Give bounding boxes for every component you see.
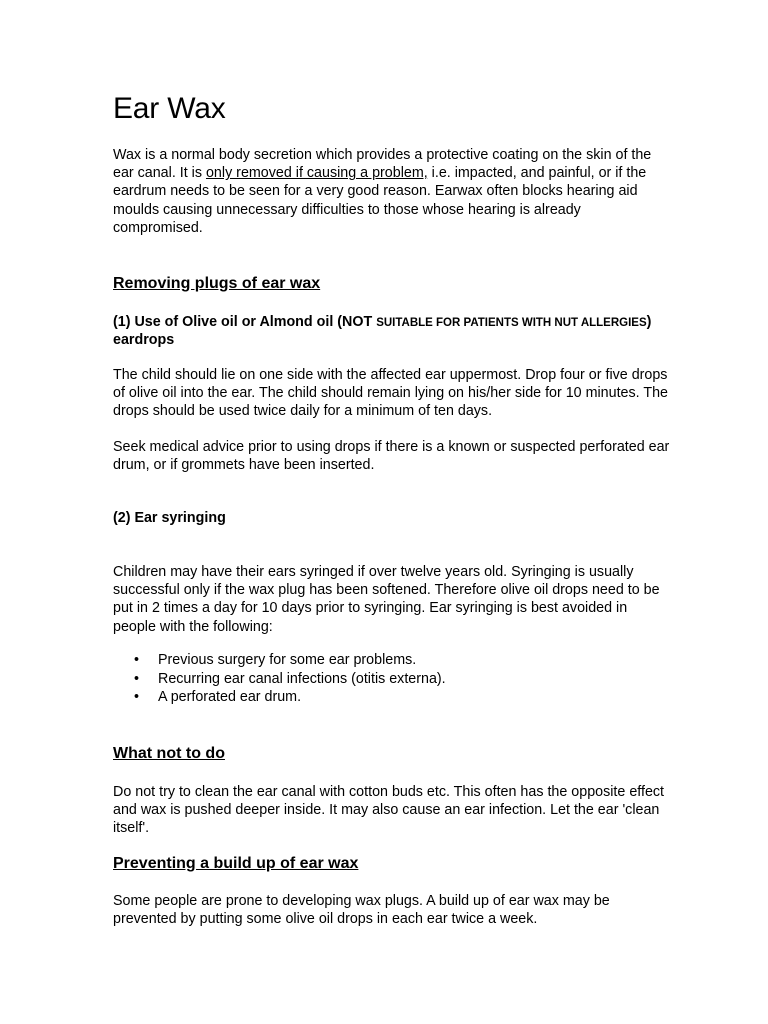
what-not-to-do-paragraph: Do not try to clean the ear canal with cotton buds etc. This often has the opposite effect and wax is pushed deeper inside. It may also cause an ear infection. Let the ear 'clean itself'. bbox=[113, 784, 665, 837]
syringing-contraindications-list bbox=[113, 651, 446, 707]
preventing-paragraph: Some people are prone to developing wax plugs. A build up of ear wax may be prevented by putting some olive oil drops in each ear twice a week. bbox=[113, 893, 610, 928]
page-title: Ear Wax bbox=[113, 92, 226, 125]
olive-heading-text-b: ) eardrops bbox=[113, 314, 652, 348]
list-item bbox=[113, 651, 446, 670]
ear-syringing-heading: (2) Ear syringing bbox=[113, 510, 226, 526]
syringing-paragraph: Children may have their ears syringed if over twelve years old. Syringing is usually successful only if the wax plug has been softened. Therefore olive oil drops need to be put in 2 times a day for 10 days prior to syringing. Ear syringing is best avoided in people with the following: bbox=[113, 564, 660, 635]
intro-underlined-text: only removed if causing a problem, bbox=[205, 165, 428, 182]
list-item-text: Previous surgery for some ear problems. bbox=[158, 652, 417, 668]
list-item bbox=[113, 688, 446, 707]
olive-warning-paragraph: Seek medical advice prior to using drops if there is a known or suspected perforated ear drum, or if grommets have been inserted. bbox=[113, 439, 670, 474]
list-item-text: A perforated ear drum. bbox=[158, 689, 302, 705]
olive-instructions-paragraph: The child should lie on one side with the affected ear uppermost. Drop four or five drops of olive oil into the ear. The child should remain lying on his/her side for 10 minutes. The drops should be used twice daily for a minimum of ten days. bbox=[113, 367, 668, 420]
what-not-to-do-heading: What not to do bbox=[113, 745, 225, 762]
list-item-text: Recurring ear canal infections (otitis externa). bbox=[158, 670, 446, 687]
olive-oil-heading bbox=[113, 314, 653, 349]
olive-heading-text-a: (1) Use of Olive oil or Almond oil (NOT bbox=[113, 314, 377, 330]
nut-allergy-warning: SUITABLE FOR PATIENTS WITH NUT ALLERGIES bbox=[376, 317, 647, 329]
intro-text-2: i.e. impacted, and painful, or if the eardrum needs to be seen for a very good reason. Earwax often blocks hearing aid moulds causing unnecessary difficulties to those whose hearing is already compromised. bbox=[113, 165, 647, 236]
intro-paragraph bbox=[113, 146, 673, 237]
preventing-heading: Preventing a build up of ear wax bbox=[113, 855, 359, 872]
intro-text-1: Wax is a normal body secretion which provides a protective coating on the skin of the ear canal. It is bbox=[113, 147, 652, 182]
bullet-icon: • bbox=[134, 689, 140, 705]
list-item bbox=[113, 670, 446, 689]
bullet-icon: • bbox=[134, 670, 140, 687]
bullet-icon: • bbox=[134, 652, 140, 668]
removing-heading: Removing plugs of ear wax bbox=[113, 275, 321, 292]
